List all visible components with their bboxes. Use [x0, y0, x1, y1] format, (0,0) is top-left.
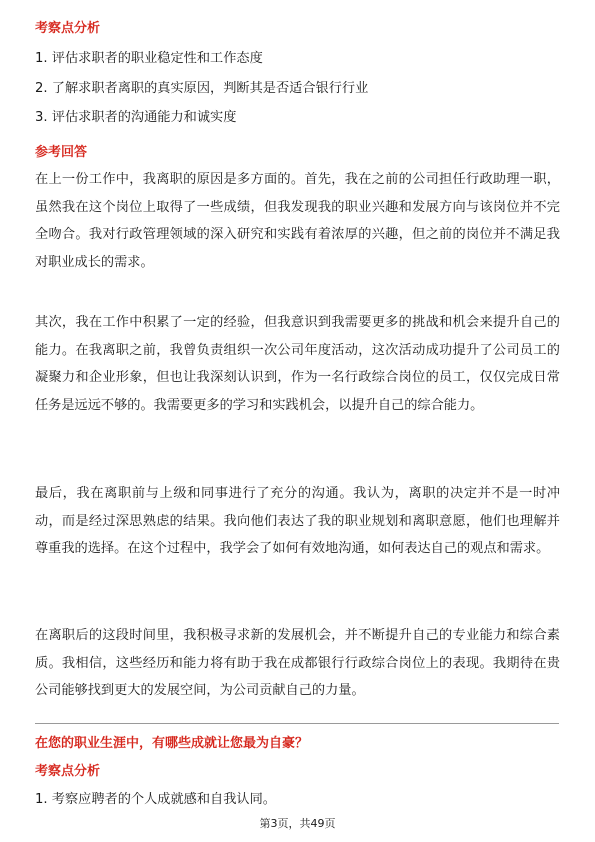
analysis-heading-2: 考察点分析: [35, 764, 101, 779]
analysis-point-3: 3. 评估求职者的沟通能力和诚实度: [35, 110, 237, 125]
answer-paragraph-4: 在离职后的这段时间里，我积极寻求新的发展机会，并不断提升自己的专业能力和综合素质。我相信，这些经历和能力将有助于我在成都银行行政综合岗位上的表现。我期待在贵公司能够找到更大的发展空间，为公司贡献自己的力量。: [35, 628, 560, 698]
section-divider: [35, 723, 559, 724]
answer-paragraph-2: 其次，我在工作中积累了一定的经验，但我意识到我需要更多的挑战和机会来提升自己的能力。在我离职之前，我曾负责组织一次公司年度活动，这次活动成功提升了公司员工的凝聚力和企业形象，但也让我深刻认识到，作为一名行政综合岗位的员工，仅仅完成日常任务是远远不够的。我需要更多的学习和实践机会，以提升自己的综合能力。: [35, 315, 560, 413]
analysis-point-1: 1. 评估求职者的职业稳定性和工作态度: [35, 51, 263, 66]
reference-answer-heading: 参考回答: [35, 145, 88, 160]
answer-paragraph-3: 最后，我在离职前与上级和同事进行了充分的沟通。我认为，离职的决定并不是一时冲动，而是经过深思熟虑的结果。我向他们表达了我的职业规划和离职意愿，他们也理解并尊重我的选择。在这个过程中，我学会了如何有效地沟通，如何表达自己的观点和需求。: [35, 486, 560, 556]
analysis-point-2-1: 1. 考察应聘者的个人成就感和自我认同。: [35, 792, 276, 807]
question-heading: 在您的职业生涯中，有哪些成就让您最为自豪？: [35, 736, 309, 751]
analysis-heading: 考察点分析: [35, 21, 101, 36]
page-number: 第3页，共49页: [259, 817, 336, 830]
analysis-point-2: 2. 了解求职者离职的真实原因，判断其是否适合银行行业: [35, 81, 369, 96]
answer-paragraph-1: 在上一份工作中，我离职的原因是多方面的。首先，我在之前的公司担任行政助理一职，虽然我在这个岗位上取得了一些成绩，但我发现我的职业兴趣和发展方向与该岗位并不完全吻合。我对行政管理领域的深入研究和实践有着浓厚的兴趣，但之前的岗位并不满足我对职业成长的需求。: [35, 172, 560, 270]
